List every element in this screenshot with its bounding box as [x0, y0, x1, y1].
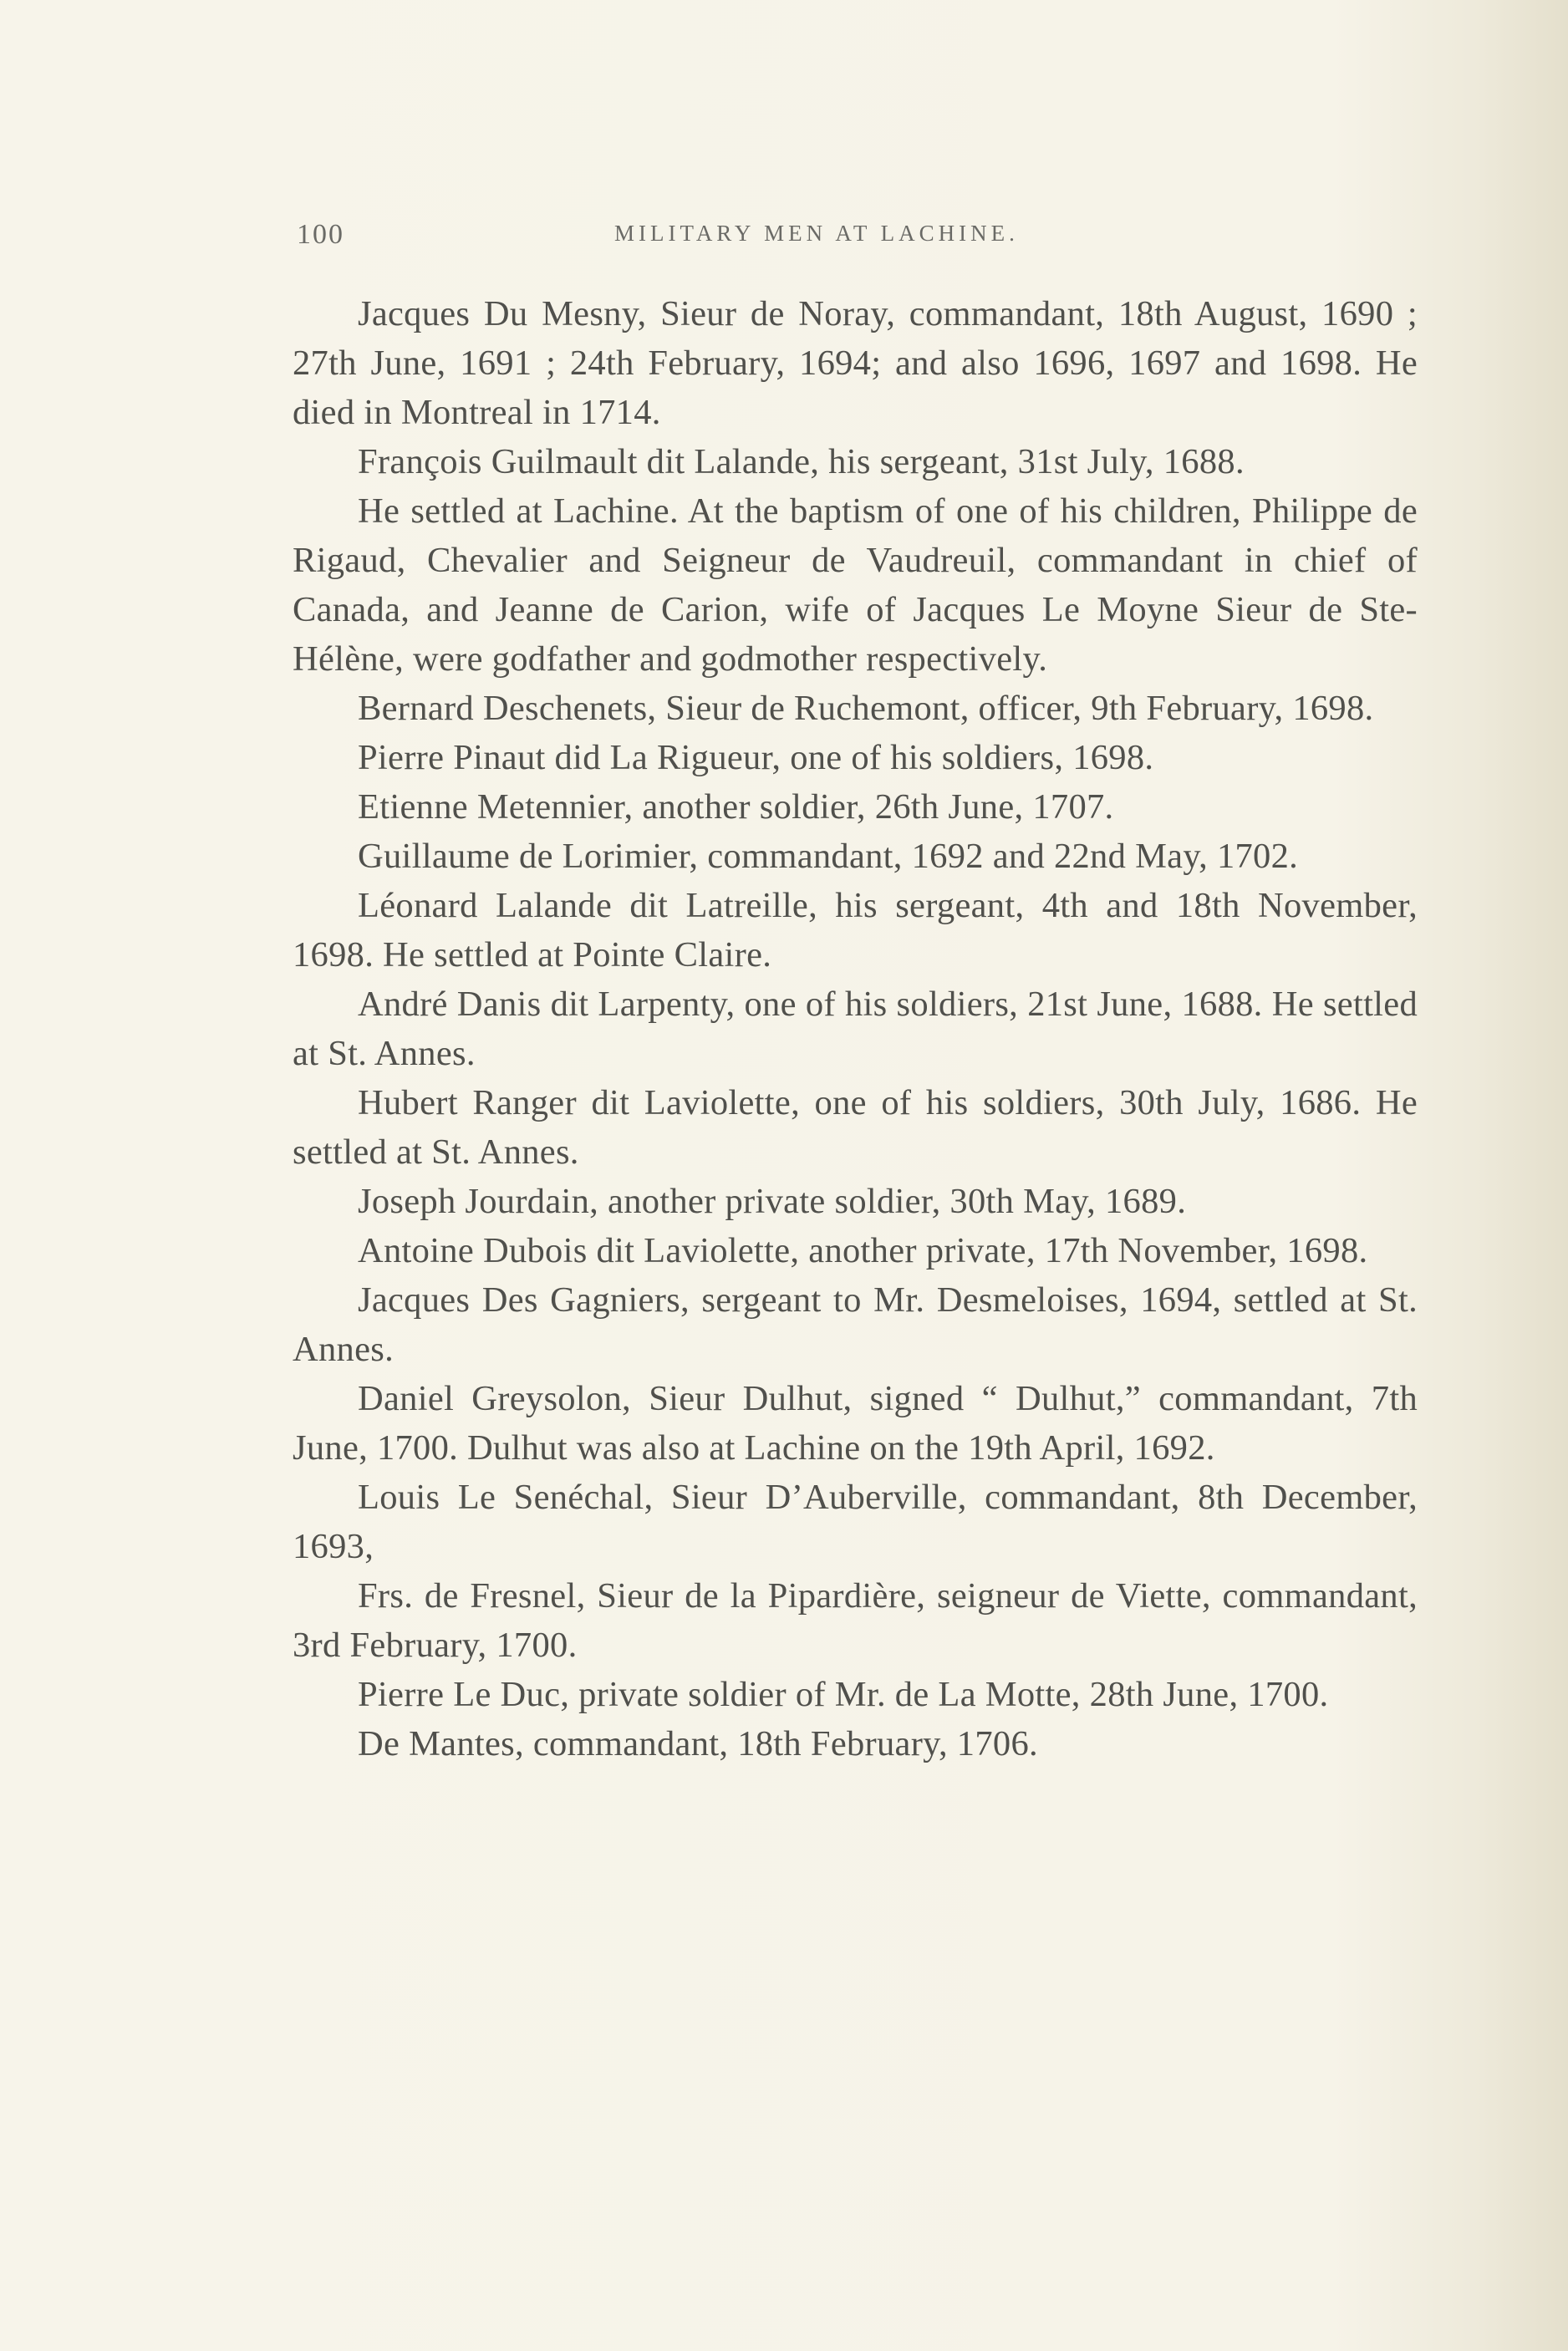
paragraph: Pierre Le Duc, private soldier of Mr. de La Motte, 28th June, 1700.	[358, 1675, 1329, 1714]
paragraph: Daniel Greysolon, Sieur Dulhut, signed “ Dulhut,” commandant, 7th June, 1700. Dulhut was also at Lachine on the 19th April, 1692.	[293, 1379, 1418, 1468]
paragraph: De Mantes, commandant, 18th February, 1706.	[358, 1724, 1038, 1763]
paragraph: André Danis dit Larpenty, one of his soldiers, 21st June, 1688. He settled at St. Annes.	[293, 985, 1418, 1073]
paragraph: He settled at Lachine. At the baptism of one of his children, Philippe de Rigaud, Chevalier and Seigneur de Vaudreuil, commandant in chief of Canada, and Jeanne de Carion, wife of Jacques Le Moyne Sieur de Ste-Hélène, were godfather and godmother respectively.	[293, 491, 1418, 679]
paragraph: Bernard Deschenets, Sieur de Ruchemont, officer, 9th February, 1698.	[358, 689, 1374, 728]
body-text	[293, 289, 1418, 1768]
running-head	[297, 219, 1417, 256]
paragraph: Antoine Dubois dit Laviolette, another private, 17th November, 1698.	[358, 1231, 1368, 1270]
paragraph: Pierre Pinaut did La Rigueur, one of his soldiers, 1698.	[358, 738, 1154, 777]
paragraph: Jacques Des Gagniers, sergeant to Mr. Desmeloises, 1694, settled at St. Annes.	[293, 1280, 1418, 1369]
paragraph: Jacques Du Mesny, Sieur de Noray, commandant, 18th August, 1690 ; 27th June, 1691 ; 24th February, 1694; and also 1696, 1697 and 1698. He died in Montreal in 1714.	[293, 294, 1418, 432]
paragraph: Léonard Lalande dit Latreille, his sergeant, 4th and 18th November, 1698. He settled at Pointe Claire.	[293, 886, 1418, 974]
paragraph: Guillaume de Lorimier, commandant, 1692 and 22nd May, 1702.	[358, 837, 1299, 876]
paragraph: Frs. de Fresnel, Sieur de la Pipardière, seigneur de Viette, commandant, 3rd February, 1700.	[293, 1576, 1418, 1665]
paragraph: Hubert Ranger dit Laviolette, one of his soldiers, 30th July, 1686. He settled at St. Annes.	[293, 1083, 1418, 1172]
running-title: MILITARY MEN AT LACHINE.	[614, 221, 1019, 246]
paragraph: Joseph Jourdain, another private soldier, 30th May, 1689.	[358, 1182, 1187, 1221]
paragraph: Etienne Metennier, another soldier, 26th June, 1707.	[358, 787, 1114, 827]
paragraph: François Guilmault dit Lalande, his sergeant, 31st July, 1688.	[358, 442, 1245, 481]
paragraph: Louis Le Senéchal, Sieur D’Auberville, commandant, 8th December, 1693,	[293, 1478, 1418, 1566]
page-number: 100	[297, 219, 344, 250]
